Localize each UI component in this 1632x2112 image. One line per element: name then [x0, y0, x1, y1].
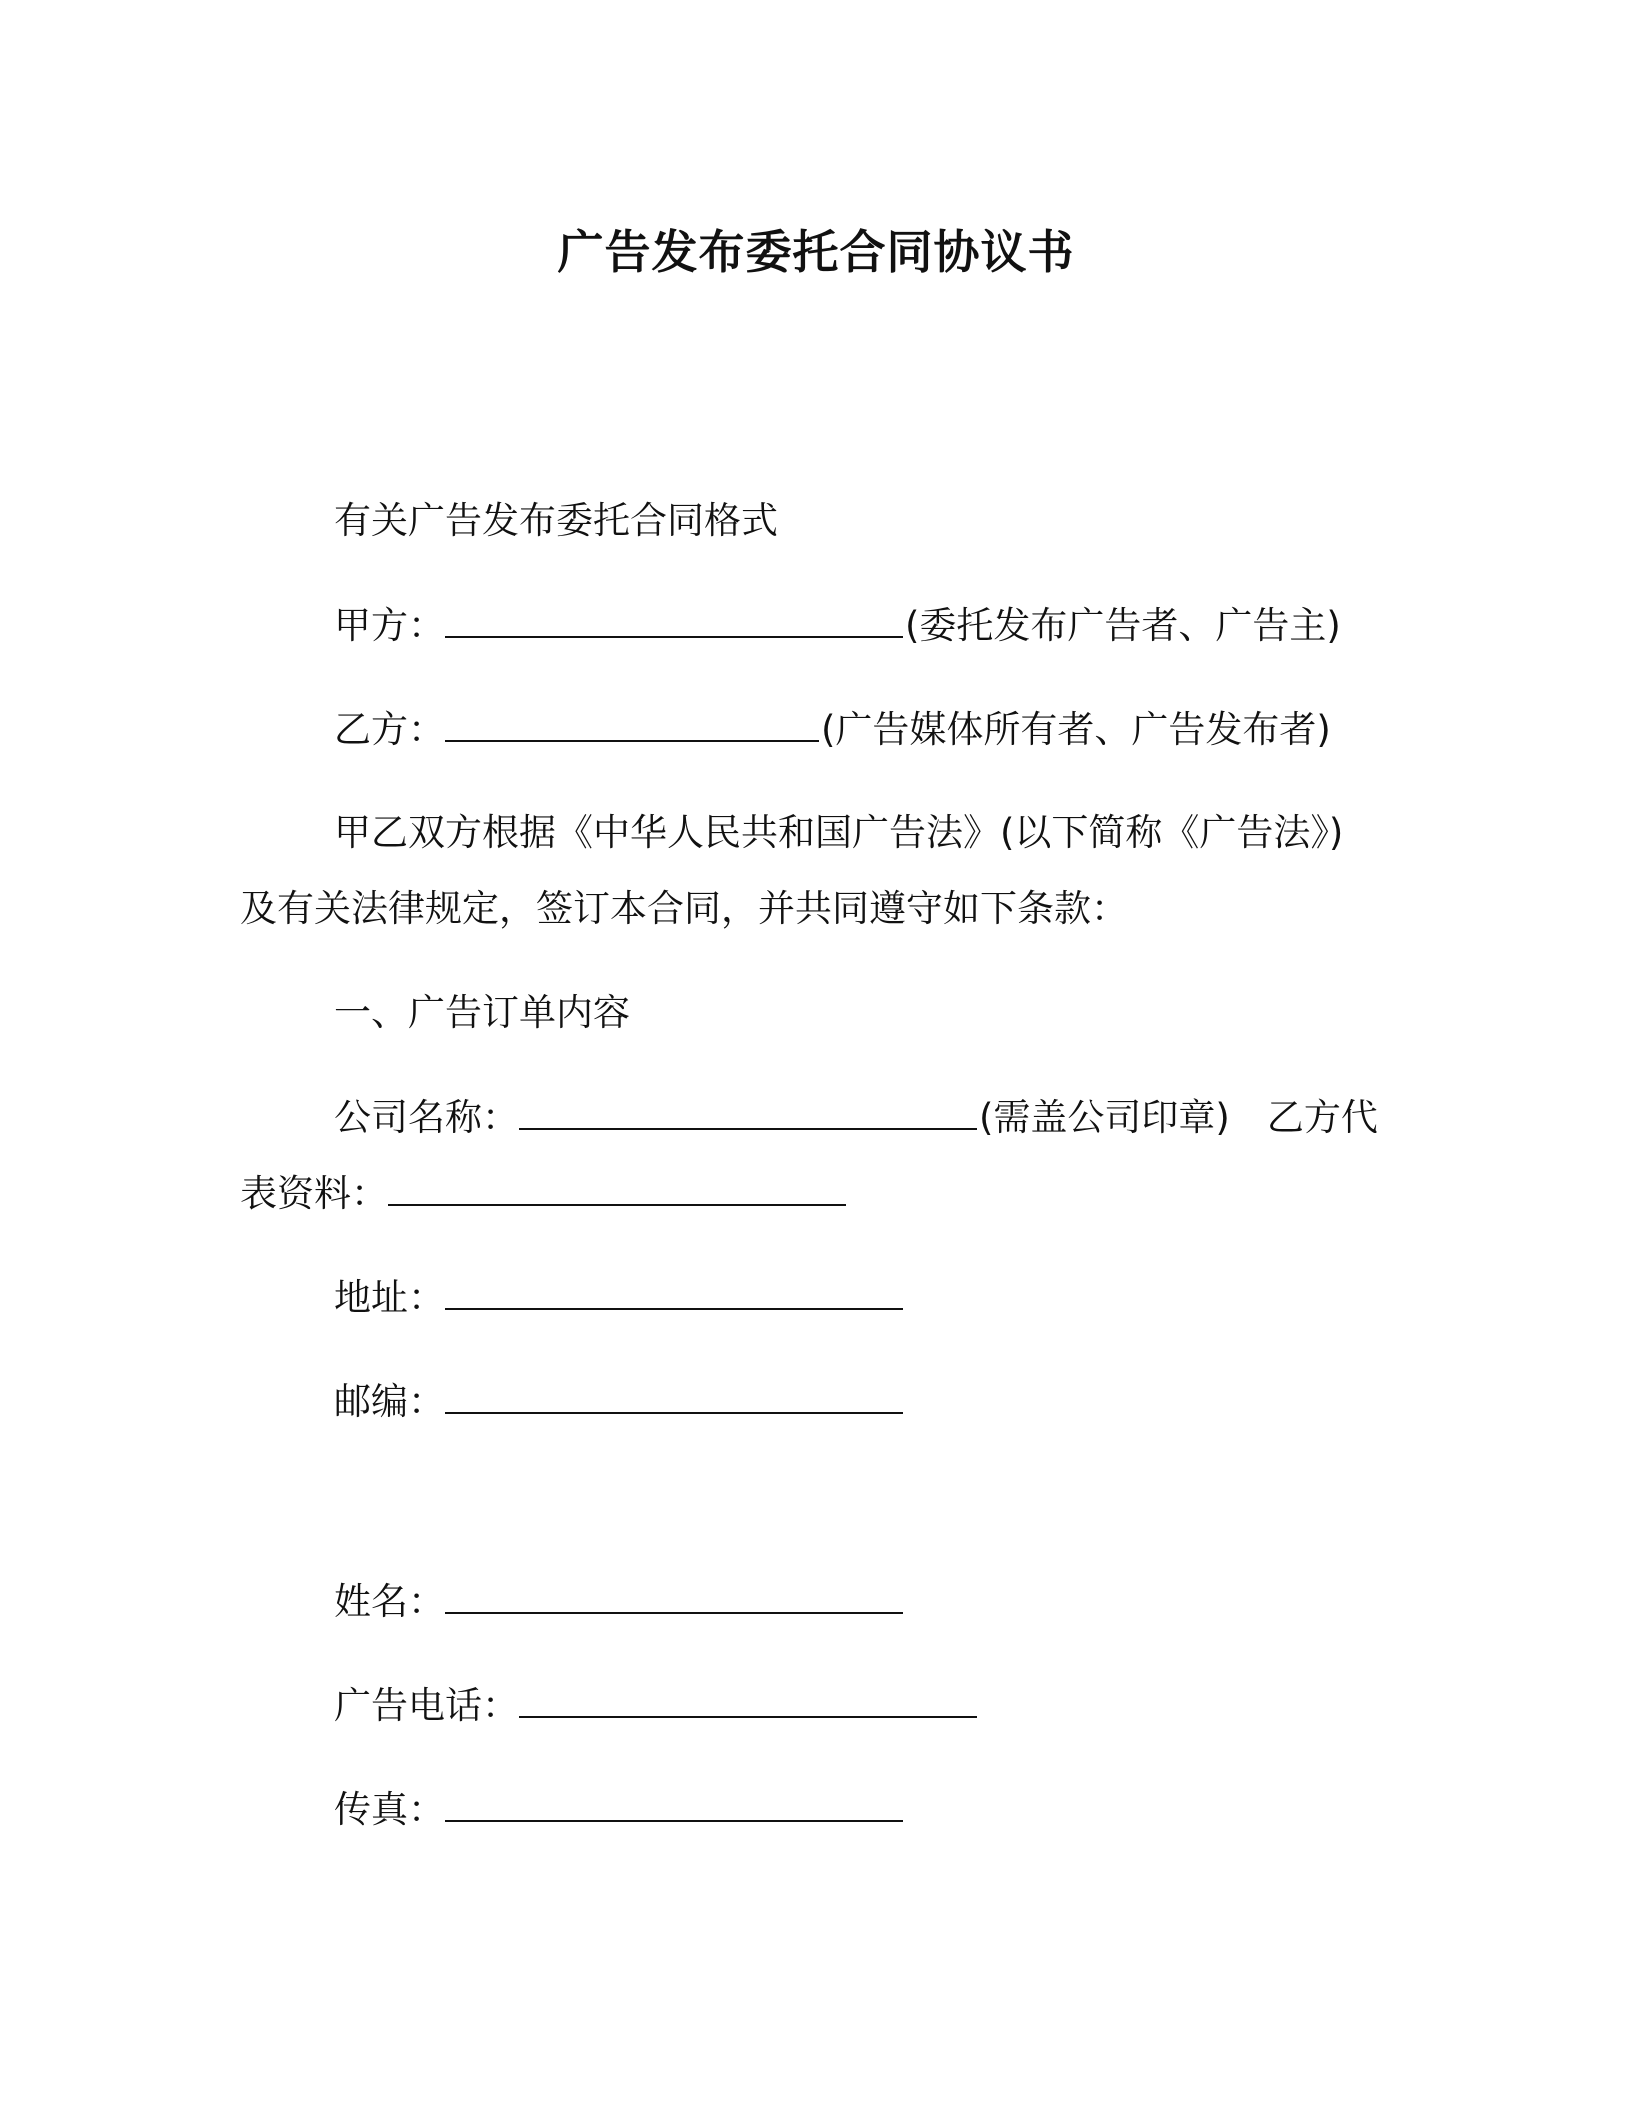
address-blank[interactable] — [445, 1272, 903, 1310]
fax-blank[interactable] — [445, 1784, 903, 1822]
party-a-note: (委托发布广告者、广告主) — [905, 604, 1341, 647]
section-1-heading: 一、广告订单内容 — [334, 991, 630, 1034]
postcode-blank[interactable] — [445, 1376, 903, 1414]
party-a-blank[interactable] — [445, 600, 903, 638]
party-b-blank[interactable] — [445, 704, 819, 742]
fax-label: 传真： — [334, 1788, 445, 1831]
phone-blank[interactable] — [519, 1680, 977, 1718]
name-label: 姓名： — [334, 1580, 445, 1623]
company-name-label: 公司名称： — [334, 1096, 519, 1139]
party-b-line — [334, 704, 1331, 755]
phone-label: 广告电话： — [334, 1684, 519, 1727]
company-name-note: (需盖公司印章) 乙方代 — [979, 1096, 1378, 1139]
party-b-label: 乙方： — [334, 708, 445, 751]
party-a-label: 甲方： — [334, 604, 445, 647]
document-title: 广告发布委托合同协议书 — [557, 225, 1075, 279]
preamble-line-1: 甲乙双方根据《中华人民共和国广告法》(以下简称《广告法》) — [334, 811, 1344, 854]
postcode-label: 邮编： — [334, 1380, 445, 1423]
name-line — [334, 1576, 905, 1627]
representative-blank[interactable] — [388, 1168, 846, 1206]
preamble-line-2: 及有关法律规定，签订本合同，并共同遵守如下条款： — [240, 887, 1128, 930]
fax-line — [334, 1784, 905, 1835]
representative-line — [240, 1168, 848, 1219]
subtitle: 有关广告发布委托合同格式 — [334, 499, 778, 542]
address-label: 地址： — [334, 1276, 445, 1319]
phone-line — [334, 1680, 979, 1731]
name-blank[interactable] — [445, 1576, 903, 1614]
party-b-note: (广告媒体所有者、广告发布者) — [821, 708, 1331, 751]
party-a-line — [334, 600, 1341, 651]
representative-label: 表资料： — [240, 1172, 388, 1215]
company-name-line — [334, 1092, 1378, 1143]
company-name-blank[interactable] — [519, 1092, 977, 1130]
postcode-line — [334, 1376, 905, 1427]
address-line — [334, 1272, 905, 1323]
